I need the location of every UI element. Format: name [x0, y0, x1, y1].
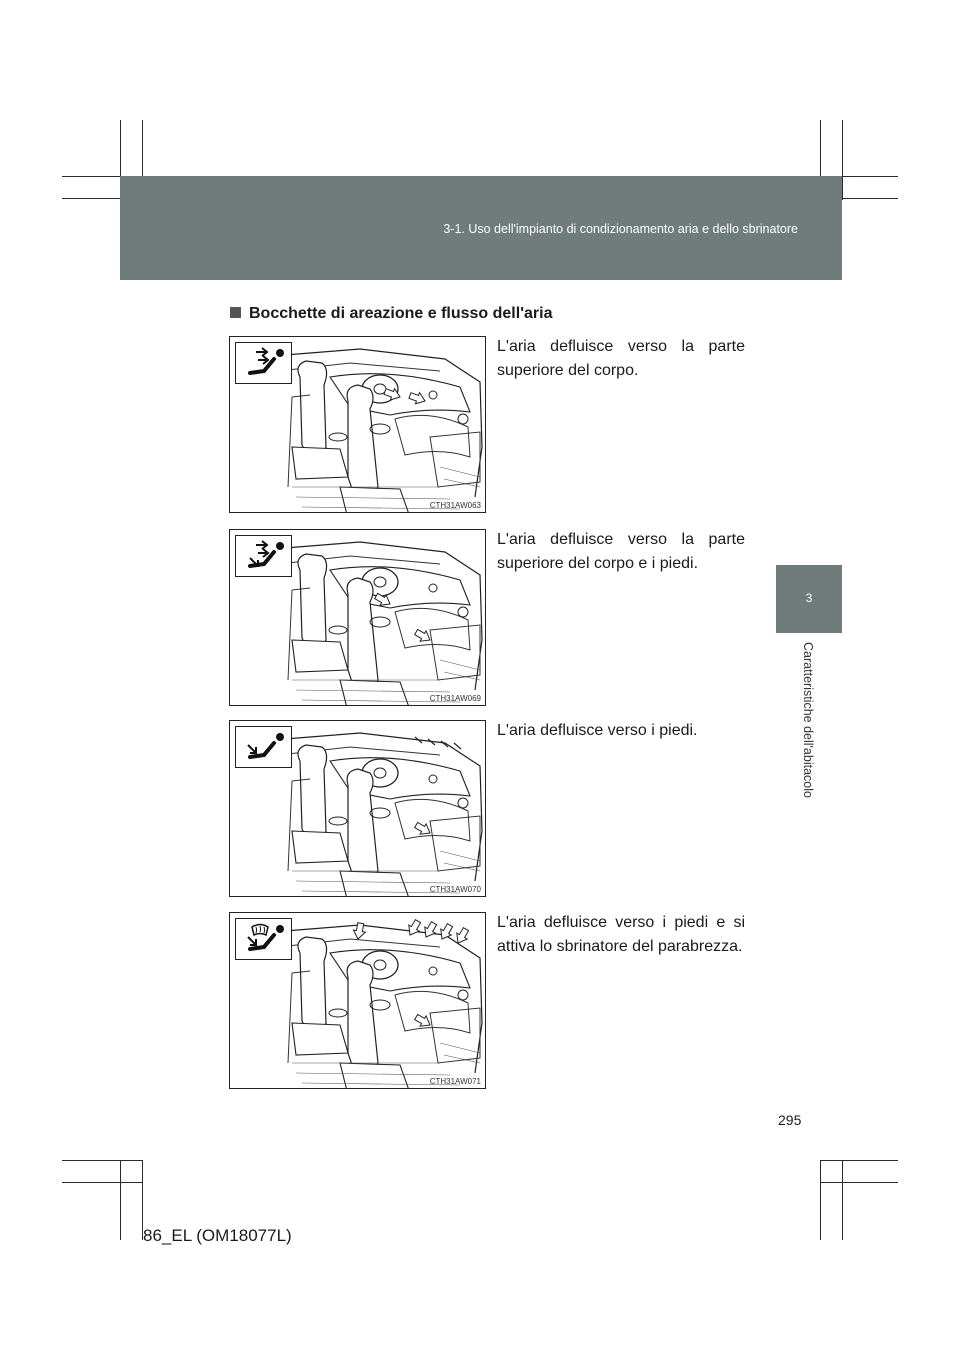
breadcrumb: 3-1. Uso dell'impianto di condizionamento aria e dello sbrinatore [443, 222, 798, 236]
figure-code: CTH31AW069 [429, 694, 481, 703]
crop-mark [820, 1160, 898, 1161]
mode-description: L'aria defluisce verso i piedi e si attiva lo sbrinatore del parabrezza. [497, 914, 745, 955]
bi-level-vent-icon [236, 536, 291, 576]
figure-code: CTH31AW063 [429, 501, 481, 510]
crop-mark [842, 1160, 843, 1240]
mode-icon-box [235, 342, 292, 384]
crop-mark [842, 120, 843, 200]
chapter-tab [776, 565, 842, 633]
section-title-text: Bocchette di areazione e flusso dell'aria [249, 305, 553, 322]
chapter-label: Caratteristiche dell'abitacolo [801, 642, 815, 798]
chapter-header [120, 176, 842, 280]
crop-mark [820, 1160, 821, 1240]
mode-description: L'aria defluisce verso i piedi. [497, 722, 698, 739]
airflow-figure [229, 912, 486, 1089]
figure-code: CTH31AW071 [429, 1077, 481, 1086]
page-number: 295 [778, 1112, 802, 1128]
mode-description: L'aria defluisce verso la parte superiore del corpo. [497, 338, 745, 379]
mode-description: L'aria defluisce verso la parte superiore del corpo e i piedi. [497, 531, 745, 572]
section-title [230, 305, 552, 323]
airflow-figure [229, 336, 486, 513]
face-vent-icon [236, 343, 291, 383]
crop-mark [62, 1160, 142, 1161]
mode-icon-box [235, 918, 292, 960]
mode-icon-box [235, 535, 292, 577]
foot-defrost-icon [236, 919, 291, 959]
crop-mark [120, 1160, 121, 1240]
chapter-number: 3 [805, 591, 813, 605]
bullet-square-icon [230, 307, 241, 318]
airflow-figure [229, 720, 486, 897]
crop-mark [820, 1182, 898, 1183]
document-code: 86_EL (OM18077L) [143, 1226, 292, 1245]
foot-vent-icon [236, 727, 291, 767]
figure-code: CTH31AW070 [429, 885, 481, 894]
crop-mark [62, 1182, 142, 1183]
mode-icon-box [235, 726, 292, 768]
airflow-figure [229, 529, 486, 706]
